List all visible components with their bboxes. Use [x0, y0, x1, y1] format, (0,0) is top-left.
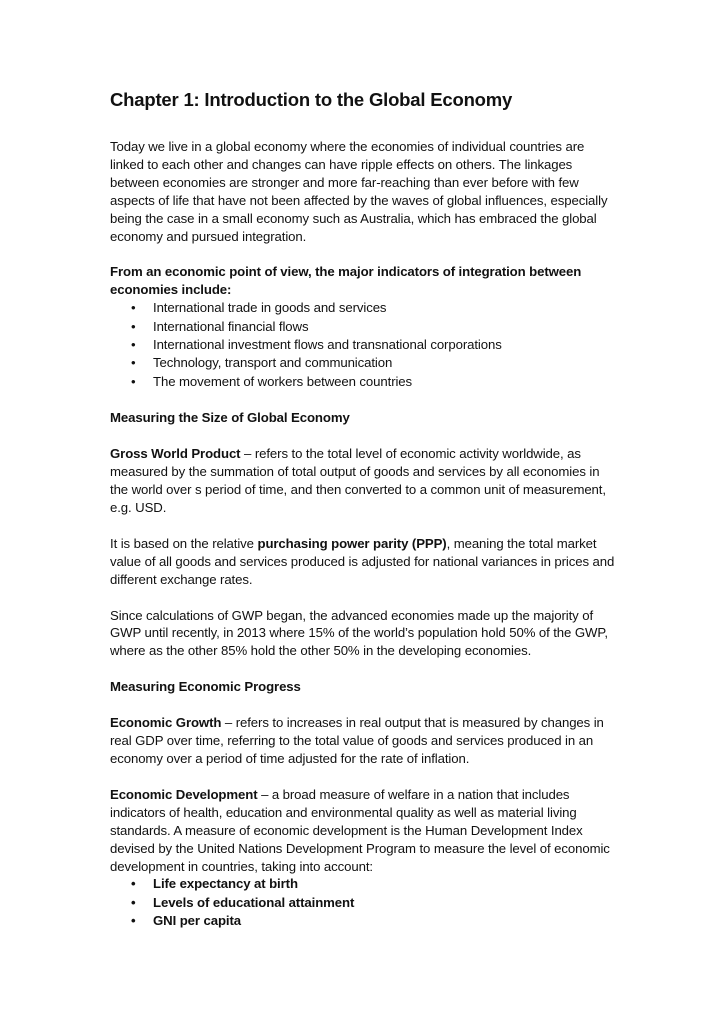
list-item: [110, 318, 616, 336]
integration-list: [110, 299, 616, 391]
bullet-icon: •: [131, 373, 136, 389]
section-heading-progress: Measuring Economic Progress: [110, 679, 301, 695]
document-page: [110, 88, 616, 949]
development-paragraph: [110, 786, 616, 876]
list-item: [110, 354, 616, 372]
list-item-text: Levels of educational attainment: [153, 894, 355, 910]
list-item: [110, 336, 616, 354]
ppp-definition: , meaning the total market value of all goods and services produced is adjusted for national variances in prices and different exchange rates.: [110, 535, 615, 587]
list-item: [110, 373, 616, 391]
list-item: [110, 299, 616, 317]
bullet-icon: •: [131, 318, 136, 334]
gwp-definition: – refers to the total level of economic activity worldwide, as measured by the summation of total output of goods and services by all economies in the world over s period of time, and then converted to a common unit of measurement, e.g. USD.: [110, 446, 606, 515]
growth-term: Economic Growth: [110, 715, 222, 731]
list-item: [110, 875, 616, 893]
list-item-text: International financial flows: [153, 318, 309, 334]
list-item-text: GNI per capita: [153, 913, 242, 929]
bullet-icon: •: [131, 337, 136, 353]
bullet-icon: •: [131, 300, 136, 316]
hdi-list: [110, 875, 616, 930]
gwp-term: Gross World Product: [110, 446, 241, 462]
growth-paragraph: [110, 714, 616, 768]
list-item-text: International trade in goods and services: [153, 300, 387, 316]
development-term: Economic Development: [110, 786, 258, 802]
ppp-intro: It is based on the relative: [110, 535, 258, 551]
list-item-text: Life expectancy at birth: [153, 876, 298, 892]
page-title: Chapter 1: Introduction to the Global Economy: [110, 89, 513, 110]
ppp-paragraph: [110, 535, 616, 589]
gwp-history-paragraph: Since calculations of GWP began, the advanced economies made up the majority of GWP until recently, in 2013 where 15% of the world’s population hold 50% of the GWP, where as the other 85% hold the other 50% in the developing economies.: [110, 607, 608, 659]
list-item: [110, 894, 616, 912]
list-item-text: Technology, transport and communication: [153, 355, 393, 371]
bullet-icon: •: [131, 876, 136, 892]
gwp-paragraph: [110, 445, 616, 517]
bullet-icon: •: [131, 894, 136, 910]
intro-paragraph: Today we live in a global economy where the economies of individual countries are linked to each other and changes can have ripple effects on others. The linkages between economies are stronger and more far-reaching than ever before with few aspects of life that have not been affected by the waves of global influences, especially being the case in a small economy such as Australia, which has embraced the global economy and pursued integration.: [110, 139, 608, 244]
development-definition: – a broad measure of welfare in a nation that includes indicators of health, education and environmental quality as well as material living standards. A measure of economic development is the Human Development Index devised by the United Nations Development Program to measure the level of economic development in countries, taking into account:: [110, 786, 610, 874]
bullet-icon: •: [131, 355, 136, 371]
list-item-text: The movement of workers between countries: [153, 373, 413, 389]
section-heading-size: Measuring the Size of Global Economy: [110, 410, 350, 426]
list-item: [110, 912, 616, 930]
bullet-icon: •: [131, 913, 136, 929]
integration-lead: From an economic point of view, the major indicators of integration between economies include:: [110, 264, 582, 298]
growth-definition: – refers to increases in real output that is measured by changes in real GDP over time, referring to the total value of goods and services produced in an economy over a period of time adjusted for the rate of inflation.: [110, 715, 604, 766]
list-item-text: International investment flows and transnational corporations: [153, 337, 502, 353]
ppp-term: purchasing power parity (PPP): [257, 535, 447, 551]
